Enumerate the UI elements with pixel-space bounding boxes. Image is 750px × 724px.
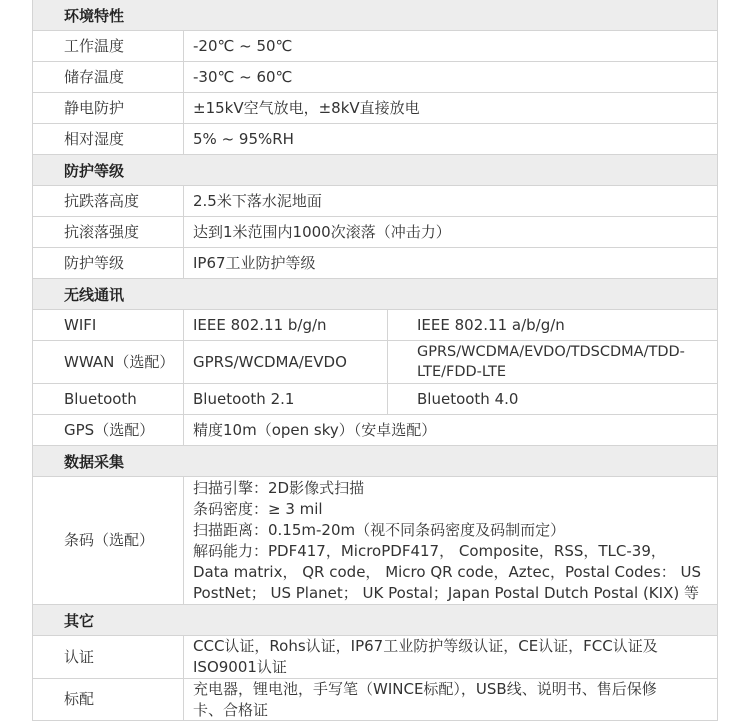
table-row-gps bbox=[32, 415, 718, 446]
row-label: 抗滚落强度 bbox=[64, 222, 140, 241]
spec-line: PostNet； US Planet； UK Postal；Japan Postal Dutch Postal (KIX) 等 bbox=[193, 583, 699, 602]
table-row bbox=[32, 62, 718, 93]
table-row bbox=[32, 186, 718, 217]
spec-line: ISO9001认证 bbox=[193, 658, 287, 676]
row-value-optional: Bluetooth 4.0 bbox=[417, 389, 519, 408]
section-header-data-capture bbox=[32, 446, 718, 477]
row-value: 达到1米范围内1000次滚落（冲击力） bbox=[193, 222, 451, 241]
column-divider bbox=[183, 310, 184, 446]
section-title: 防护等级 bbox=[64, 161, 125, 180]
section-title: 环境特性 bbox=[64, 6, 125, 25]
spec-line: 充电器，锂电池，手写笔（WINCE标配），USB线、说明书、售后保修 bbox=[193, 679, 657, 698]
column-divider bbox=[387, 310, 388, 340]
row-label: 认证 bbox=[64, 647, 95, 666]
row-label: WWAN（选配） bbox=[64, 352, 174, 371]
column-divider bbox=[183, 477, 184, 605]
section-title: 其它 bbox=[64, 611, 95, 630]
spec-line: 卡、合格证 bbox=[193, 700, 269, 719]
accessories-lines bbox=[193, 679, 717, 720]
row-value: IP67工业防护等级 bbox=[193, 253, 316, 272]
section-header-protection bbox=[32, 155, 718, 186]
table-row-wwan bbox=[32, 341, 718, 384]
table-row bbox=[32, 248, 718, 279]
barcode-spec-lines bbox=[193, 477, 717, 604]
row-value: -30℃ ~ 60℃ bbox=[193, 67, 293, 86]
row-label: 静电防护 bbox=[64, 98, 125, 117]
table-row bbox=[32, 93, 718, 124]
row-value-optional: IEEE 802.11 a/b/g/n bbox=[417, 315, 565, 334]
column-divider bbox=[387, 341, 388, 383]
row-value: ±15kV空气放电，±8kV直接放电 bbox=[193, 98, 420, 117]
table-row-wifi bbox=[32, 310, 718, 341]
table-row-certification bbox=[32, 636, 718, 679]
row-label: 抗跌落高度 bbox=[64, 191, 140, 210]
column-divider bbox=[183, 186, 184, 279]
row-value: 精度10m（open sky）（安卓选配） bbox=[193, 420, 437, 439]
row-label: 储存温度 bbox=[64, 67, 125, 86]
spec-table bbox=[32, 0, 718, 721]
column-divider bbox=[183, 636, 184, 721]
section-header-wireless bbox=[32, 279, 718, 310]
table-row-accessories bbox=[32, 679, 718, 721]
row-value: -20℃ ~ 50℃ bbox=[193, 36, 293, 55]
table-row-barcode bbox=[32, 477, 718, 605]
spec-line: 扫描引擎：2D影像式扫描 bbox=[193, 478, 365, 497]
row-label: 条码（选配） bbox=[64, 531, 155, 549]
spec-line: CCC认证，Rohs认证，IP67工业防护等级认证，CE认证，FCC认证及 bbox=[193, 637, 658, 655]
row-value: 2.5米下落水泥地面 bbox=[193, 191, 322, 210]
row-label: GPS（选配） bbox=[64, 420, 155, 439]
row-label: 防护等级 bbox=[64, 253, 125, 272]
row-value-optional: GPRS/WCDMA/EVDO/TDSCDMA/TDD-LTE/FDD-LTE bbox=[417, 344, 685, 380]
row-value-standard: Bluetooth 2.1 bbox=[193, 389, 295, 408]
certification-lines bbox=[193, 636, 717, 678]
table-row bbox=[32, 124, 718, 155]
section-header-others bbox=[32, 605, 718, 636]
spec-line: 解码能力：PDF417，MicroPDF417， Composite，RSS，TLC-39， bbox=[193, 541, 666, 560]
row-label: WIFI bbox=[64, 315, 97, 334]
spec-line: Data matrix， QR code， Micro QR code，Aztec，Postal Codes： US bbox=[193, 562, 701, 581]
row-label: 标配 bbox=[64, 690, 95, 708]
row-value: 5% ~ 95%RH bbox=[193, 129, 294, 148]
row-label: 工作温度 bbox=[64, 36, 125, 55]
row-value-standard: IEEE 802.11 b/g/n bbox=[193, 315, 327, 334]
table-row-bluetooth bbox=[32, 384, 718, 415]
section-header-environment bbox=[32, 0, 718, 31]
table-row bbox=[32, 31, 718, 62]
section-title: 无线通讯 bbox=[64, 285, 125, 304]
row-label: 相对湿度 bbox=[64, 129, 125, 148]
section-title: 数据采集 bbox=[64, 452, 125, 471]
row-label: Bluetooth bbox=[64, 389, 137, 408]
column-divider bbox=[183, 31, 184, 155]
spec-line: 条码密度：≥ 3 mil bbox=[193, 499, 323, 518]
spec-line: 扫描距离：0.15m-20m（视不同条码密度及码制而定） bbox=[193, 520, 566, 539]
row-value-standard: GPRS/WCDMA/EVDO bbox=[193, 352, 347, 371]
table-row bbox=[32, 217, 718, 248]
column-divider bbox=[387, 384, 388, 414]
